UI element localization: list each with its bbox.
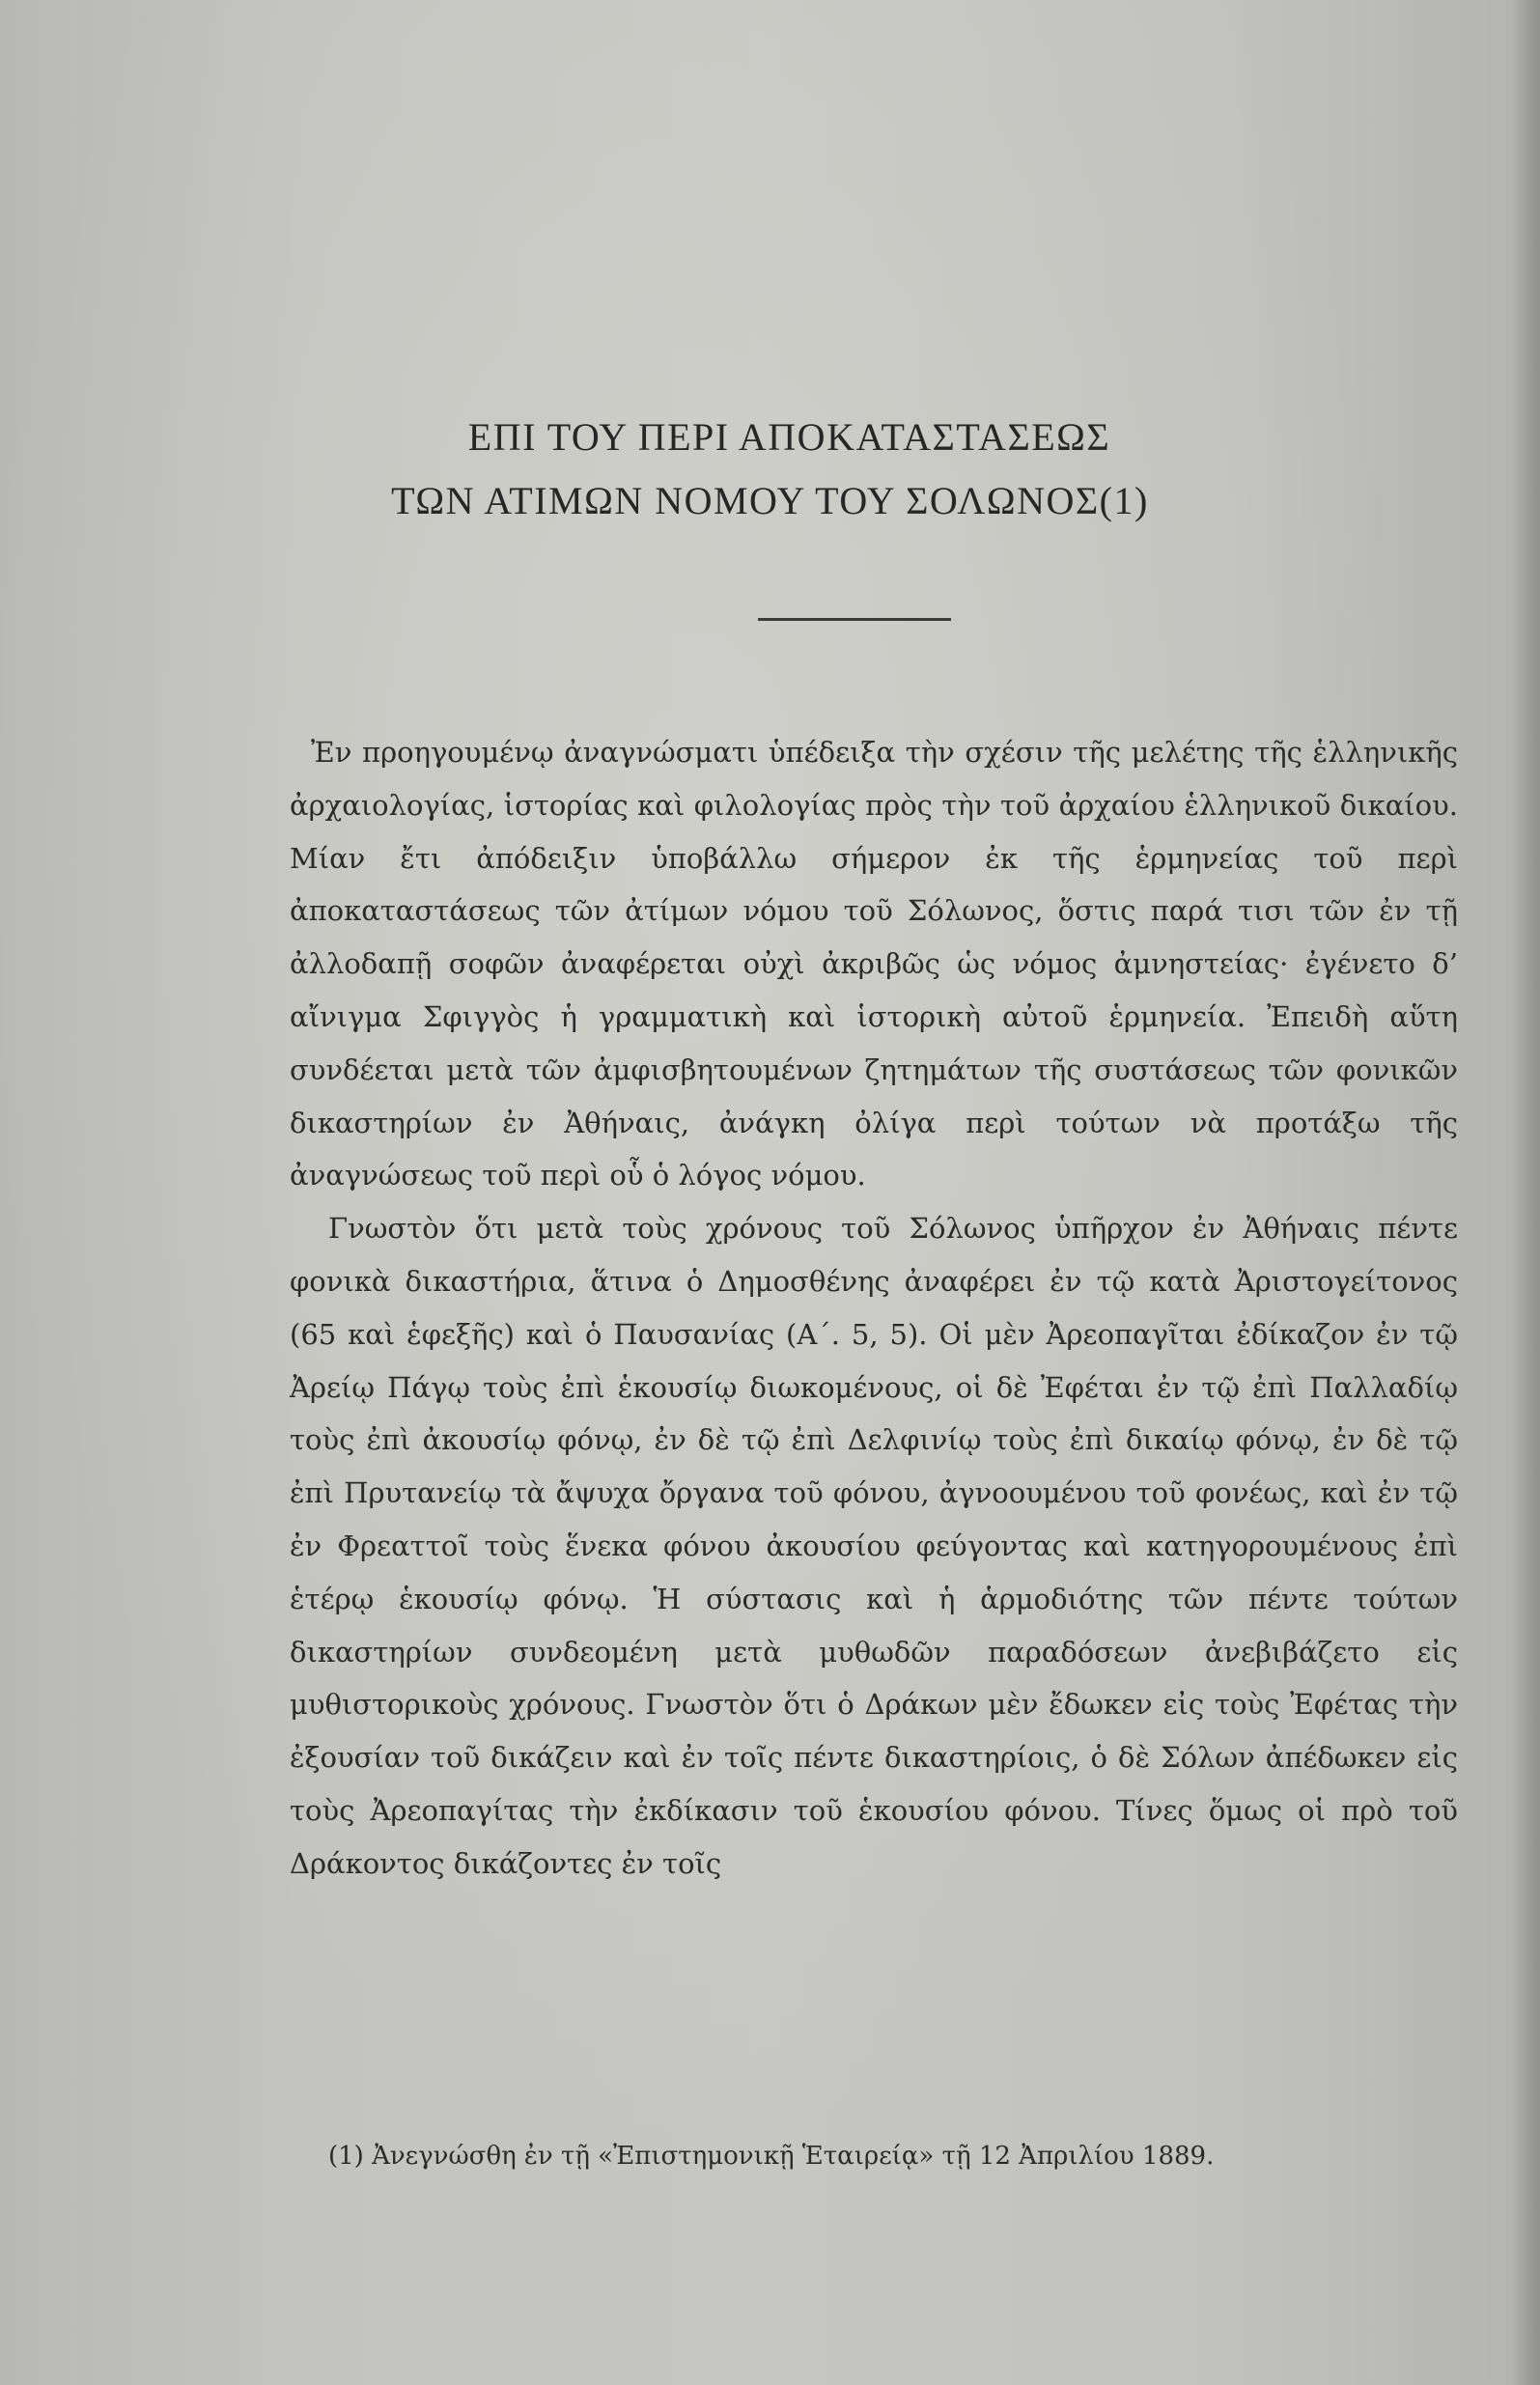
paragraph-1: Ἐν προηγουμένῳ ἀναγνώσματι ὑπέδειξα τὴν σχέσιν τῆς μελέτης τῆς ἑλληνικῆς ἀρχαιολογίας, ἱστορίας καὶ φιλολογίας πρὸς τὴν τοῦ ἀρχαίου ἑλληνικοῦ δικαίου. Μίαν ἔτι ἀπόδειξιν ὑποβάλλω σήμερον ἐκ τῆς ἑρμηνείας τοῦ περὶ ἀποκαταστάσεως τῶν ἀτίμων νόμου τοῦ Σόλωνος, ὅστις παρά τισι τῶν ἐν τῇ ἀλλοδαπῇ σοφῶν ἀναφέρεται οὐχὶ ἀκριβῶς ὡς νόμος ἀμνηστείας· ἐγένετο δ’ αἴνιγμα Σφιγγὸς ἡ γραμματικὴ καὶ ἱστορικὴ αὐτοῦ ἑρμηνεία. Ἐπειδὴ αὕτη συνδέεται μετὰ τῶν ἀμφισβητουμένων ζητημάτων τῆς συστάσεως τῶν φονικῶν δικαστηρίων ἐν Ἀθήναις, ἀνάγκη ὀλίγα περὶ τούτων νὰ προτάξω τῆς ἀναγνώσεως τοῦ περὶ οὗ ὁ λόγος νόμου. (290, 736, 1458, 1192)
article-title (0, 406, 1540, 533)
page-edge-shadow (1511, 0, 1540, 2385)
title-divider (758, 618, 951, 621)
paragraph-2: Γνωστὸν ὅτι μετὰ τοὺς χρόνους τοῦ Σόλωνος ὑπῆρχον ἐν Ἀθήναις πέντε φονικὰ δικαστήρια, ἅτινα ὁ Δημοσθένης ἀναφέρει ἐν τῷ κατὰ Ἀριστογείτονος (65 καὶ ἑφεξῆς) καὶ ὁ Παυσανίας (Α΄. 5, 5). Οἱ μὲν Ἀρεοπαγῖται ἐδίκαζον ἐν τῷ Ἀρείῳ Πάγῳ τοὺς ἐπὶ ἑκουσίῳ διωκομένους, οἱ δὲ Ἐφέται ἐν τῷ ἐπὶ Παλλαδίῳ τοὺς ἐπὶ ἀκουσίῳ φόνῳ, ἐν δὲ τῷ ἐπὶ Δελφινίῳ τοὺς ἐπὶ δικαίῳ φόνῳ, ἐν δὲ τῷ ἐπὶ Πρυτανείῳ τὰ ἄψυχα ὄργανα τοῦ φόνου, ἀγνοουμένου τοῦ φονέως, καὶ ἐν τῷ ἐν Φρεαττοῖ τοὺς ἕνεκα φόνου ἀκουσίου φεύγοντας καὶ κατηγορουμένους ἐπὶ ἑτέρῳ ἑκουσίῳ φόνῳ. Ἡ σύστασις καὶ ἡ ἁρμοδιότης τῶν πέντε τούτων δικαστηρίων συνδεομένη μετὰ μυθωδῶν παραδόσεων ἀνεβιβάζετο εἰς μυθιστορικοὺς χρόνους. Γνωστὸν ὅτι ὁ Δράκων μὲν ἔδωκεν εἰς τοὺς Ἐφέτας τὴν ἐξουσίαν τοῦ δικάζειν καὶ ἐν τοῖς πέντε δικαστηρίοις, ὁ δὲ Σόλων ἀπέδωκεν εἰς τοὺς Ἀρεοπαγίτας τὴν ἐκδίκασιν τοῦ ἑκουσίου φόνου. Τίνες ὅμως οἱ πρὸ τοῦ Δράκοντος δικάζοντες ἐν τοῖς (290, 1212, 1458, 1880)
article-body (290, 726, 1458, 1891)
title-line-1: ΕΠΙ ΤΟΥ ΠΕΡΙ ΑΠΟΚΑΤΑΣΤΑΣΕΩΣ (467, 415, 1111, 459)
title-line-2: ΤΩΝ ΑΤΙΜΩΝ ΝΟΜΟΥ ΤΟΥ ΣΟΛΩΝΟΣ(1) (391, 479, 1149, 522)
footnote: (1) Ἀνεγνώσθη ἐν τῇ «Ἐπιστημονικῇ Ἑταιρείᾳ» τῇ 12 Ἀπριλίου 1889. (328, 2142, 1215, 2171)
